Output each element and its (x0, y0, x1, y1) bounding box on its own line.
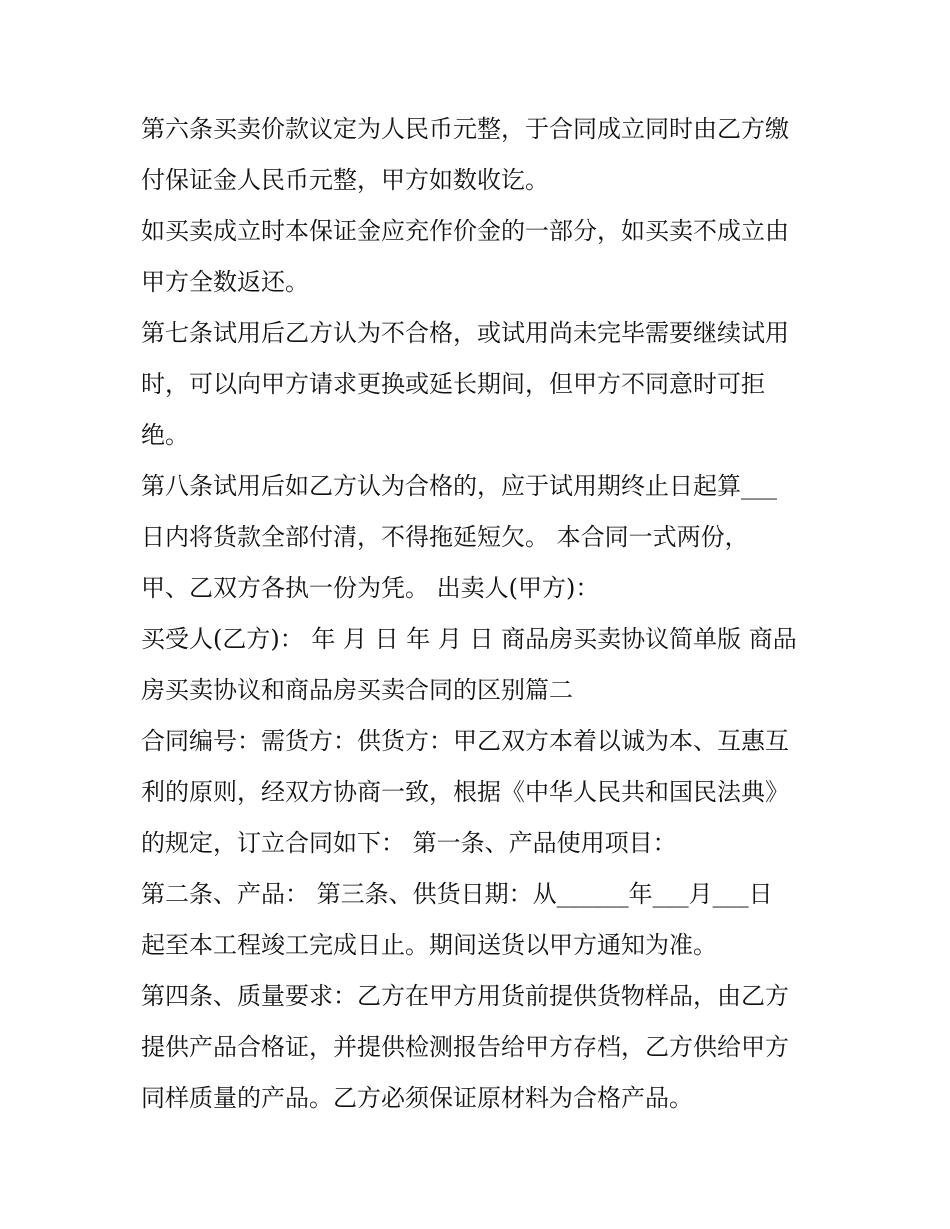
text-line: 买受人(乙方)： 年 月 日 年 月 日 商品房买卖协议简单版 商品 (141, 625, 797, 653)
text-line: 第七条试用后乙方认为不合格，或试用尚未完毕需要继续试用 (141, 319, 789, 347)
text-line: 如买卖成立时本保证金应充作价金的一部分，如买卖不成立由 (141, 217, 789, 245)
document-body (141, 104, 813, 1124)
text-line: 绝。 (141, 421, 189, 449)
text-line: 的规定，订立合同如下： 第一条、产品使用项目： (141, 829, 677, 857)
text-line: 同样质量的产品。乙方必须保证原材料为合格产品。 (141, 1084, 693, 1112)
text-line: 甲、乙双方各执一份为凭。 出卖人(甲方)： (141, 574, 600, 602)
text-line: 甲方全数返还。 (141, 268, 309, 296)
text-line: 第六条买卖价款议定为人民币元整，于合同成立同时由乙方缴 (141, 115, 789, 143)
text-line: 房买卖协议和商品房买卖合同的区别篇二 (141, 676, 573, 704)
text-line: 提供产品合格证，并提供检测报告给甲方存档，乙方供给甲方 (141, 1033, 789, 1061)
text-line: 第二条、产品： 第三条、供货日期：从______年___月___日 (141, 880, 773, 908)
text-line: 日内将货款全部付清，不得拖延短欠。 本合同一式两份， (141, 523, 749, 551)
text-line: 时，可以向甲方请求更换或延长期间，但甲方不同意时可拒 (141, 370, 765, 398)
text-line: 付保证金人民币元整，甲方如数收讫。 (141, 166, 549, 194)
text-line: 合同编号：需货方：供货方：甲乙双方本着以诚为本、互惠互 (141, 727, 789, 755)
text-line: 利的原则，经双方协商一致，根据《中华人民共和国民法典》 (141, 778, 789, 806)
text-line: 第八条试用后如乙方认为合格的，应于试用期终止日起算___ (141, 472, 777, 500)
text-line: 第四条、质量要求：乙方在甲方用货前提供货物样品，由乙方 (141, 982, 789, 1010)
text-line: 起至本工程竣工完成日止。期间送货以甲方通知为准。 (141, 931, 717, 959)
